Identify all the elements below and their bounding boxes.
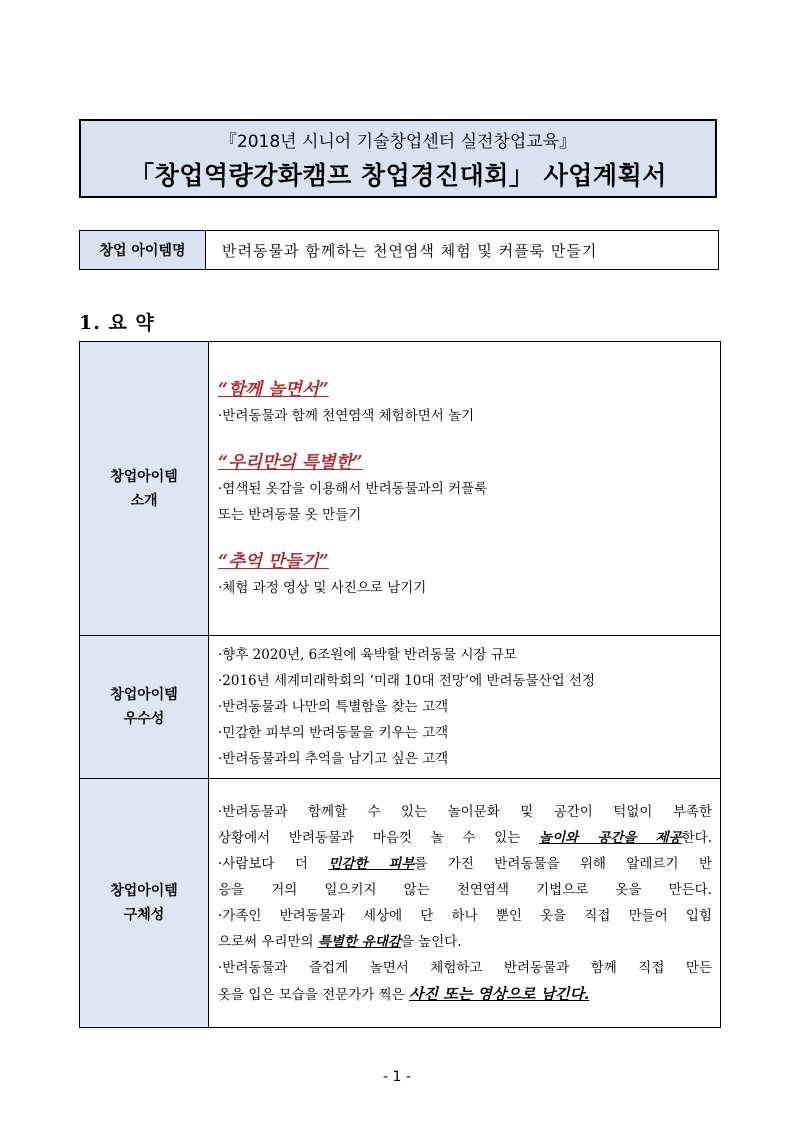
content-line: 또는 반려동물 옷 만들기 xyxy=(218,507,362,523)
content-line: ·반려동물과 함께 천연염색 체험하면서 놀기 xyxy=(218,408,475,424)
text-run: 상황에서 반려동물과 마음껏 놀 수 있는 xyxy=(218,829,540,846)
highlight-heading: “추억 만들기” xyxy=(218,552,329,572)
text-run: 한다. xyxy=(681,829,713,846)
label-line: 소개 xyxy=(130,492,158,509)
list-item: ·2016년 세계미래학회의 ‘미래 10대 전망’에 반려동물산업 선정 xyxy=(218,673,596,689)
list-item: ·반려동물과의 추억을 남기고 싶은 고객 xyxy=(218,751,449,767)
table-row xyxy=(80,342,721,636)
item-name-box xyxy=(79,230,719,270)
content-line: ·가족인 반려동물과 세상에 단 하나 뿐인 옷을 직접 만들어 입힘 xyxy=(218,907,712,924)
text-run: 으로써 우리만의 xyxy=(218,933,318,950)
item-name-value: 반려동물과 함께하는 천연염색 체험 및 커플룩 만들기 xyxy=(222,241,598,260)
text-run: 를 가진 반려동물을 위해 알레르기 반 xyxy=(414,855,712,872)
content-line xyxy=(218,851,712,877)
document-subtitle: 『2018년 시니어 기술창업센터 실전창업교육』 xyxy=(219,132,577,152)
label-line: 우수성 xyxy=(123,711,165,727)
text-run: ·사람보다 더 xyxy=(218,855,329,872)
row-content-intro xyxy=(209,342,721,636)
page-number: - 1 - xyxy=(383,1069,411,1085)
content-line: ·체험 과정 영상 및 사진으로 남기기 xyxy=(218,580,427,596)
highlight-heading: “우리만의 특별한” xyxy=(218,453,363,473)
emphasis-text: 특별한 유대감 xyxy=(317,933,401,950)
text-run: 옷을 입은 모습을 전문가가 찍은 xyxy=(218,986,409,1003)
row-content-detail xyxy=(209,779,721,1028)
document-title: 「창업역량강화캠프 창업경진대회」 사업계획서 xyxy=(129,161,667,190)
label-line: 창업아이템 xyxy=(110,468,178,485)
list-item: ·반려동물과 나만의 특별함을 찾는 고객 xyxy=(218,699,449,715)
content-line: 응을 거의 일으키지 않는 천연염색 기법으로 옷을 만든다. xyxy=(218,881,712,898)
emphasis-text: 사진 또는 영상으로 남긴다. xyxy=(409,984,590,1003)
row-label-intro xyxy=(80,342,209,636)
label-line: 창업아이템 xyxy=(110,883,178,899)
row-content-excellence xyxy=(209,636,721,779)
content-line xyxy=(218,981,712,1008)
label-line: 창업아이템 xyxy=(110,687,178,703)
emphasis-text: 놀이와 공간을 제공 xyxy=(539,829,682,846)
section-heading: 1. 요 약 xyxy=(79,312,155,334)
title-box xyxy=(79,119,717,198)
content-line: ·반려동물과 즐겁게 놀면서 체험하고 반려동물과 함께 직접 만든 xyxy=(218,959,712,976)
highlight-heading: “함께 놀면서” xyxy=(218,380,329,400)
content-line: ·반려동물과 함께할 수 있는 놀이문화 및 공간이 턱없이 부족한 xyxy=(218,803,712,820)
row-label-detail xyxy=(80,779,209,1028)
content-line xyxy=(218,929,712,955)
table-row xyxy=(80,779,721,1028)
row-label-excellence xyxy=(80,636,209,779)
item-name-label: 창업 아이템명 xyxy=(80,231,206,269)
list-item: ·향후 2020년, 6조원에 육박할 반려동물 시장 규모 xyxy=(218,647,517,663)
content-line: ·염색된 옷감을 이용해서 반려동물과의 커플룩 xyxy=(218,481,488,497)
emphasis-text: 민감한 피부 xyxy=(328,855,415,872)
list-item: ·민감한 피부의 반려동물을 키우는 고객 xyxy=(218,725,449,741)
table-row xyxy=(80,636,721,779)
content-line xyxy=(218,825,712,851)
label-line: 구체성 xyxy=(123,907,165,923)
summary-table xyxy=(79,341,721,1028)
text-run: 을 높인다. xyxy=(400,933,462,950)
